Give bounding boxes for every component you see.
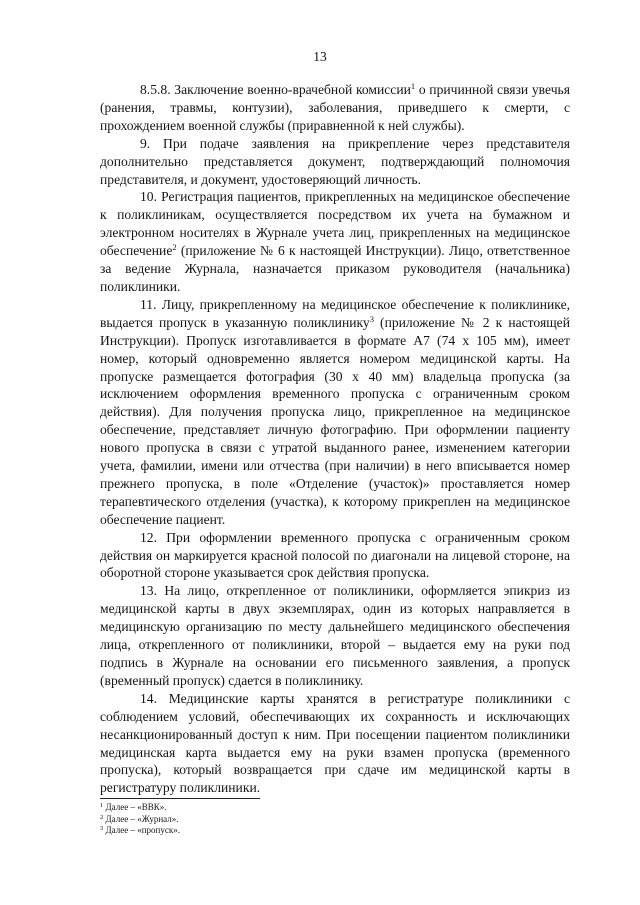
footnote-1 [100,802,400,814]
footnote-mark: 2 [100,813,104,821]
paragraph-1 [100,81,570,135]
footnotes [100,802,400,837]
footnote-text: Далее – «Журнал». [103,813,179,824]
footnote-divider [100,798,260,799]
paragraph-6 [100,582,570,689]
paragraph-text: 11. Лицу, прикрепленному на медицинское обеспечение к поликлинике, выдается пропуск в указанную поликлинику [100,296,570,330]
document-body [100,81,570,797]
paragraph-text: (приложение № 2 к настоящей Инструкции). Пропуск изготавливается в формате А7 (74 х 105 мм), имеет номер, который одновременно является номером медицинской карты. На пропуске размещается фотография (30 х 40 мм) владельца пропуска (за исключением оформления временного пропуска с ограниченным сроком действия). Для получения пропуска лицо, прикрепленное на медицинское обеспечение, представляет личную фотографию. При оформлении пациенту нового пропуска в связи с утратой выданного ранее, изменением категории учета, фамилии, имени или отчества (при наличии) в него вписывается номер прежнего пропуска, в поле «Отделение (участок)» проставляется номер терапевтического отделения (участка), к которому прикреплен на медицинское обеспечение пациент. [100,314,570,527]
footnote-text: Далее – «пропуск». [103,825,180,836]
paragraph-7 [100,690,570,797]
footnote-mark: 1 [100,802,104,809]
paragraph-5 [100,529,570,583]
footnote-ref: 1 [410,81,416,91]
paragraph-2 [100,135,570,189]
paragraph-text: 13. На лицо, открепленное от поликлиники, оформляется эпикриз из медицинской карты в двух экземплярах, один из которых направляется в медицинскую организацию по месту дальнейшего медицинского обеспечения лица, открепленного от поликлиники, второй – выдается ему на руки под подпись в Журнале на основании его письменного заявления, а пропуск (временный пропуск) сдается в поликлинику. [100,583,570,688]
paragraph-text: (приложение № 6 к настоящей Инструкции). Лицо, ответственное за ведение Журнала, назначается приказом руководителя (начальника) поликлиники. [100,243,570,294]
paragraph-text: 9. При подаче заявления на прикрепление через представителя дополнительно представляется документ, подтверждающий полномочия представителя, и документ, удостоверяющий личность. [100,135,570,187]
paragraph-3 [100,188,570,295]
footnote-ref: 3 [369,313,374,324]
paragraph-4 [100,296,570,529]
footnote-mark: 3 [100,825,104,833]
paragraph-text: 14. Медицинские карты хранятся в регистратуре поликлиники с соблюдением условий, обеспечивающих их сохранность и исключающих несанкционированный доступ к ним. При посещении пациентом поликлиники медицинская карта выдается ему на руки взамен пропуска (временного пропуска), который возвращается при сдаче им медицинской карты в регистратуру поликлиники. [100,690,570,796]
footnote-ref: 2 [172,242,177,253]
footnote-3 [100,825,400,837]
page-number: 13 [313,49,327,64]
paragraph-text: 10. Регистрация пациентов, прикрепленных на медицинское обеспечение к поликлиникам, осуществляется посредством их учета на бумажном и электронном носителях в Журнале учета лиц, прикрепленных на медицинское обеспечение [100,189,570,259]
paragraph-text: 8.5.8. Заключение военно-врачебной комиссии [140,82,411,97]
footnote-2 [100,814,400,826]
footnote-text: Далее – «ВВК». [103,802,167,812]
paragraph-text: 12. При оформлении временного пропуска с ограниченным сроком действия он маркируется красной полосой по диагонали на лицевой стороне, на оборотной стороне указывается срок действия пропуска. [100,529,570,581]
paragraph-text: о причинной связи увечья (ранения, травмы, контузии), заболевания, приведшего к смерти, с прохождением военной службы (приравненной к ней службы). [100,82,570,133]
